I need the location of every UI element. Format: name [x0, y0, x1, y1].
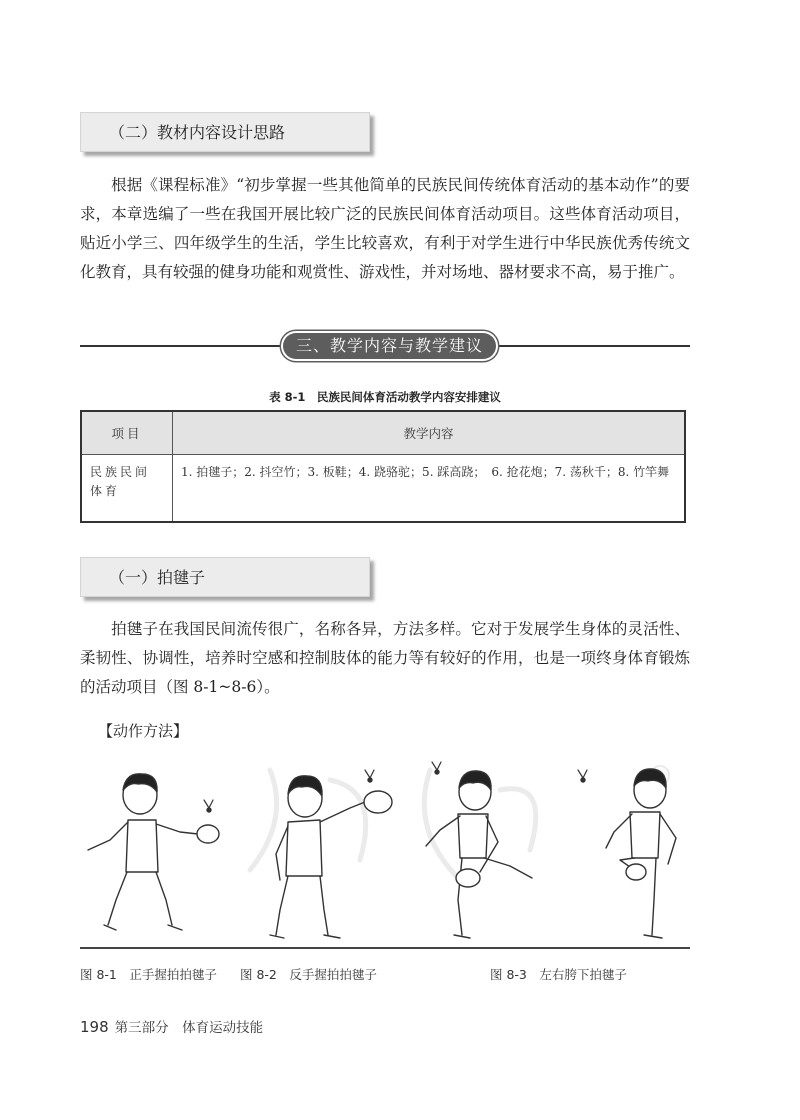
figure-forehand-hit [88, 774, 219, 930]
paragraph-text: 拍毽子在我国民间流传很广，名称各异，方法多样。它对于发展学生身体的灵活性、柔韧性、协调性，培养时空感和控制肢体的能力等有较好的作用，也是一项终身体育锻炼的活动项目（图 8-1~8-6）。 [80, 620, 690, 696]
paragraph-shuttlecock [80, 615, 690, 702]
paragraph-text: 根据《课程标准》“初步掌握一些其他简单的民族民间传统体育活动的基本动作”的要求，本章选编了一些在我国开展比较广泛的民族民间体育活动项目。这些体育活动项目，贴近小学三、四年级学生的生活，学生比较喜欢，有利于对学生进行中华民族优秀传统文化教育，具有较强的健身功能和观赏性、游戏性，并对场地、器材要求不高，易于推广。 [80, 176, 690, 281]
figure-caption-8-1: 图 8-1 正手握拍拍毽子 [80, 967, 217, 982]
heading-text: （一）拍毽子 [109, 568, 206, 587]
paragraph-design-ideas [80, 171, 690, 287]
table-cell-content: 1. 拍毽子；2. 抖空竹；3. 板鞋；4. 跷骆驼；5. 踩高跷； 6. 抢花炮；7. 荡秋千；8. 竹竿舞 [173, 455, 686, 523]
figure-caption-8-3: 图 8-3 左右胯下拍毽子 [490, 967, 627, 982]
table-header-row [81, 411, 685, 455]
section-heading-shuttlecock [80, 557, 370, 597]
section-heading-design-ideas [80, 112, 370, 152]
page-footer [80, 1016, 263, 1036]
table-header-item: 项目 [81, 411, 173, 455]
figure-backhand-hit [270, 770, 392, 938]
figure-caption-8-2: 图 8-2 反手握拍拍毽子 [240, 967, 377, 982]
ground-line [80, 947, 690, 949]
table-cell-item: 民族民间体育 [81, 455, 173, 523]
table-header-content: 教学内容 [173, 411, 686, 455]
section-title-text: 三、教学内容与教学建议 [295, 336, 483, 355]
heading-text: （二）教材内容设计思路 [109, 123, 286, 142]
table-caption: 表 8-1 民族民间体育活动教学内容安排建议 [269, 390, 501, 404]
footer-section-title: 第三部分 体育运动技能 [114, 1020, 264, 1036]
figure-knee-lift-hit [578, 769, 676, 938]
table-row [81, 455, 685, 523]
action-method-label: 【动作方法】 [98, 722, 189, 740]
section-title-teaching [283, 333, 496, 359]
shuttlecock-illustration [80, 750, 690, 950]
content-table [80, 410, 686, 523]
page-number: 198 [80, 1018, 109, 1036]
